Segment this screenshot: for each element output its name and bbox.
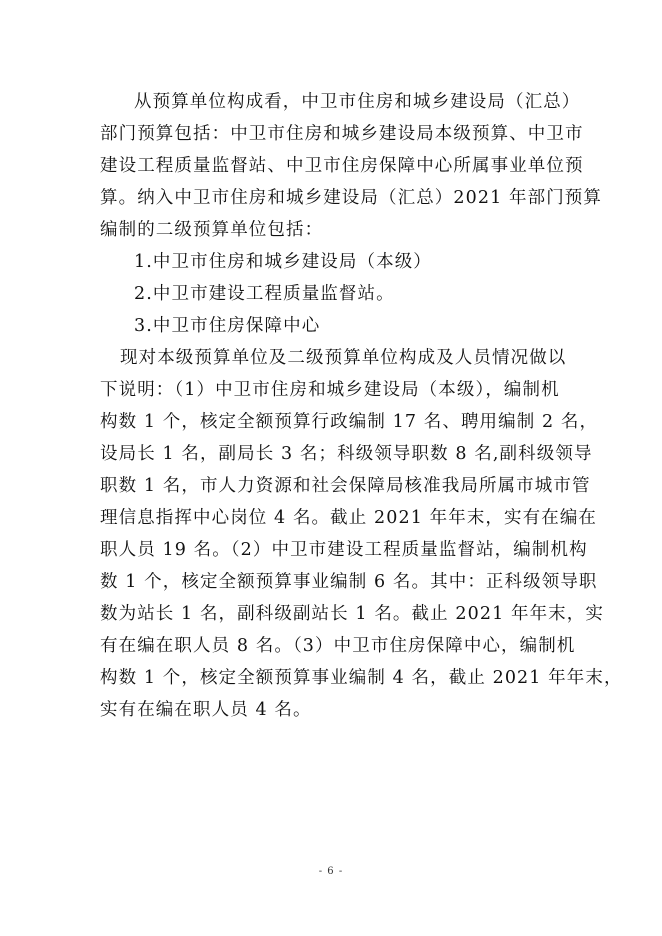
- page-number: - 6 -: [318, 866, 344, 877]
- list-item-1: 1.中卫市住房和城乡建设局（本级）: [134, 252, 432, 272]
- paragraph-2-line-5: 职数 1 名，市人力资源和社会保障局核准我局所属市城市管: [100, 476, 591, 496]
- paragraph-1-line-1: 从预算单位构成看，中卫市住房和城乡建设局（汇总）: [134, 92, 581, 112]
- paragraph-2-line-1: 现对本级预算单位及二级预算单位构成及人员情况做以: [120, 348, 567, 368]
- paragraph-2-line-6: 理信息指挥中心岗位 4 名。截止 2021 年年末，实有在编在: [100, 508, 598, 528]
- list-item-2: 2.中卫市建设工程质量监督站。: [134, 284, 395, 304]
- paragraph-1-line-5: 编制的二级预算单位包括：: [100, 220, 324, 240]
- paragraph-2-line-11: 构数 1 个，核定全额预算事业编制 4 名，截止 2021 年年末，: [100, 668, 623, 688]
- list-item-3: 3.中卫市住房保障中心: [134, 316, 321, 336]
- paragraph-2-line-2: 下说明：（1）中卫市住房和城乡建设局（本级），编制机: [100, 380, 560, 400]
- paragraph-1-line-4: 算。纳入中卫市住房和城乡建设局（汇总）2021 年部门预算: [100, 188, 602, 208]
- paragraph-2-line-10: 有在编在职人员 8 名。（3）中卫市住房保障中心，编制机: [100, 636, 576, 656]
- paragraph-2-line-4: 设局长 1 名，副局长 3 名；科级领导职数 8 名,副科级领导: [100, 444, 593, 464]
- paragraph-2-line-12: 实有在编在职人员 4 名。: [100, 700, 312, 720]
- paragraph-2-line-9: 数为站长 1 名，副科级副站长 1 名。截止 2021 年年末，实: [100, 604, 604, 624]
- paragraph-1-line-2: 部门预算包括：中卫市住房和城乡建设局本级预算、中卫市: [100, 124, 584, 144]
- paragraph-2-line-7: 职人员 19 名。（2）中卫市建设工程质量监督站，编制机构: [100, 540, 588, 560]
- paragraph-1-line-3: 建设工程质量监督站、中卫市住房保障中心所属事业单位预: [100, 156, 584, 176]
- paragraph-2-line-8: 数 1 个，核定全额预算事业编制 6 名。其中：正科级领导职: [100, 572, 598, 592]
- paragraph-2-line-3: 构数 1 个，核定全额预算行政编制 17 名、聘用编制 2 名，: [100, 412, 599, 432]
